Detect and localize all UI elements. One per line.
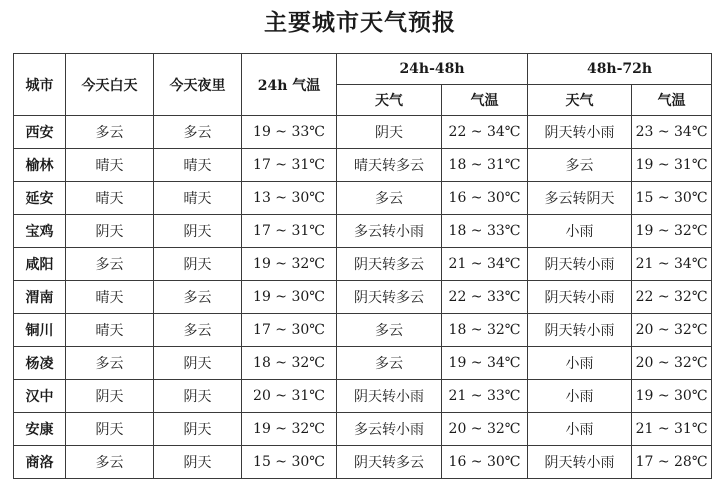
cell-night: 晴天: [154, 149, 242, 182]
cell-weather-48h: 阴天: [337, 116, 442, 149]
table-header: [14, 54, 712, 116]
page-title: 主要城市天气预报: [264, 9, 456, 36]
cell-temp-24h: 18 ~ 32℃: [242, 347, 337, 380]
cell-day: 晴天: [66, 314, 154, 347]
cell-temp-24h: 17 ~ 31℃: [242, 215, 337, 248]
cell-city: 西安: [14, 116, 66, 149]
cell-city: 延安: [14, 182, 66, 215]
table-row: [14, 380, 712, 413]
cell-weather-72h: 多云: [528, 149, 632, 182]
cell-temp-24h: 19 ~ 30℃: [242, 281, 337, 314]
cell-temp-24h: 19 ~ 32℃: [242, 413, 337, 446]
forecast-table: [13, 53, 712, 479]
cell-day: 多云: [66, 248, 154, 281]
header-group-48-72h: 48h-72h: [528, 54, 712, 85]
cell-weather-72h: 阴天转小雨: [528, 446, 632, 479]
cell-day: 晴天: [66, 281, 154, 314]
cell-weather-48h: 晴天转多云: [337, 149, 442, 182]
cell-temp-24h: 15 ~ 30℃: [242, 446, 337, 479]
cell-city: 榆林: [14, 149, 66, 182]
table-row: [14, 281, 712, 314]
cell-temp-72h: 23 ~ 34℃: [632, 116, 712, 149]
cell-temp-24h: 17 ~ 31℃: [242, 149, 337, 182]
cell-city: 杨凌: [14, 347, 66, 380]
header-city: 城市: [14, 54, 66, 116]
cell-weather-72h: 小雨: [528, 413, 632, 446]
cell-temp-72h: 22 ~ 32℃: [632, 281, 712, 314]
cell-temp-48h: 19 ~ 34℃: [442, 347, 528, 380]
cell-night: 阴天: [154, 347, 242, 380]
cell-weather-48h: 多云: [337, 182, 442, 215]
cell-weather-48h: 多云: [337, 347, 442, 380]
cell-temp-24h: 19 ~ 32℃: [242, 248, 337, 281]
cell-weather-48h: 阴天转小雨: [337, 380, 442, 413]
cell-day: 晴天: [66, 182, 154, 215]
cell-city: 汉中: [14, 380, 66, 413]
cell-weather-48h: 多云转小雨: [337, 215, 442, 248]
cell-city: 渭南: [14, 281, 66, 314]
table-body: [14, 116, 712, 479]
cell-city: 咸阳: [14, 248, 66, 281]
cell-weather-48h: 多云转小雨: [337, 413, 442, 446]
table-row: [14, 413, 712, 446]
cell-night: 阴天: [154, 446, 242, 479]
table-row: [14, 248, 712, 281]
header-night: 今天夜里: [154, 54, 242, 116]
cell-temp-48h: 18 ~ 33℃: [442, 215, 528, 248]
cell-temp-72h: 20 ~ 32℃: [632, 314, 712, 347]
cell-temp-48h: 20 ~ 32℃: [442, 413, 528, 446]
cell-temp-48h: 21 ~ 33℃: [442, 380, 528, 413]
cell-day: 多云: [66, 446, 154, 479]
cell-weather-72h: 小雨: [528, 380, 632, 413]
cell-temp-48h: 22 ~ 33℃: [442, 281, 528, 314]
cell-temp-48h: 18 ~ 32℃: [442, 314, 528, 347]
cell-weather-72h: 小雨: [528, 347, 632, 380]
cell-temp-48h: 21 ~ 34℃: [442, 248, 528, 281]
cell-weather-72h: 阴天转小雨: [528, 248, 632, 281]
cell-night: 阴天: [154, 248, 242, 281]
cell-night: 阴天: [154, 413, 242, 446]
table-row: [14, 446, 712, 479]
cell-temp-48h: 18 ~ 31℃: [442, 149, 528, 182]
header-row-top: [14, 54, 712, 85]
cell-weather-72h: 阴天转小雨: [528, 281, 632, 314]
header-group-24-48h: 24h-48h: [337, 54, 528, 85]
cell-temp-24h: 13 ~ 30℃: [242, 182, 337, 215]
cell-temp-72h: 19 ~ 32℃: [632, 215, 712, 248]
table-row: [14, 182, 712, 215]
header-temp-24h: 24h 气温: [242, 54, 337, 116]
cell-weather-72h: 多云转阴天: [528, 182, 632, 215]
header-temp-48h: 气温: [442, 85, 528, 116]
table-row: [14, 215, 712, 248]
cell-temp-72h: 21 ~ 31℃: [632, 413, 712, 446]
cell-night: 晴天: [154, 182, 242, 215]
cell-temp-24h: 20 ~ 31℃: [242, 380, 337, 413]
table-row: [14, 116, 712, 149]
cell-temp-72h: 15 ~ 30℃: [632, 182, 712, 215]
cell-temp-72h: 17 ~ 28℃: [632, 446, 712, 479]
table-row: [14, 314, 712, 347]
table-row: [14, 347, 712, 380]
cell-day: 多云: [66, 347, 154, 380]
cell-weather-72h: 阴天转小雨: [528, 116, 632, 149]
cell-weather-48h: 阴天转多云: [337, 446, 442, 479]
cell-day: 阴天: [66, 215, 154, 248]
cell-temp-72h: 19 ~ 31℃: [632, 149, 712, 182]
cell-day: 阴天: [66, 380, 154, 413]
cell-city: 安康: [14, 413, 66, 446]
cell-temp-72h: 19 ~ 30℃: [632, 380, 712, 413]
cell-weather-48h: 阴天转多云: [337, 248, 442, 281]
cell-day: 阴天: [66, 413, 154, 446]
cell-city: 宝鸡: [14, 215, 66, 248]
table-row: [14, 149, 712, 182]
cell-night: 多云: [154, 314, 242, 347]
cell-temp-72h: 21 ~ 34℃: [632, 248, 712, 281]
cell-weather-48h: 阴天转多云: [337, 281, 442, 314]
cell-city: 铜川: [14, 314, 66, 347]
cell-night: 阴天: [154, 215, 242, 248]
cell-temp-48h: 16 ~ 30℃: [442, 182, 528, 215]
cell-temp-72h: 20 ~ 32℃: [632, 347, 712, 380]
cell-day: 多云: [66, 116, 154, 149]
cell-weather-72h: 阴天转小雨: [528, 314, 632, 347]
header-day: 今天白天: [66, 54, 154, 116]
cell-temp-24h: 19 ~ 33℃: [242, 116, 337, 149]
cell-day: 晴天: [66, 149, 154, 182]
cell-weather-72h: 小雨: [528, 215, 632, 248]
header-weather-48h: 天气: [337, 85, 442, 116]
header-weather-72h: 天气: [528, 85, 632, 116]
cell-night: 多云: [154, 281, 242, 314]
cell-night: 阴天: [154, 380, 242, 413]
cell-temp-24h: 17 ~ 30℃: [242, 314, 337, 347]
cell-night: 多云: [154, 116, 242, 149]
cell-weather-48h: 多云: [337, 314, 442, 347]
cell-temp-48h: 16 ~ 30℃: [442, 446, 528, 479]
cell-temp-48h: 22 ~ 34℃: [442, 116, 528, 149]
header-temp-72h: 气温: [632, 85, 712, 116]
cell-city: 商洛: [14, 446, 66, 479]
